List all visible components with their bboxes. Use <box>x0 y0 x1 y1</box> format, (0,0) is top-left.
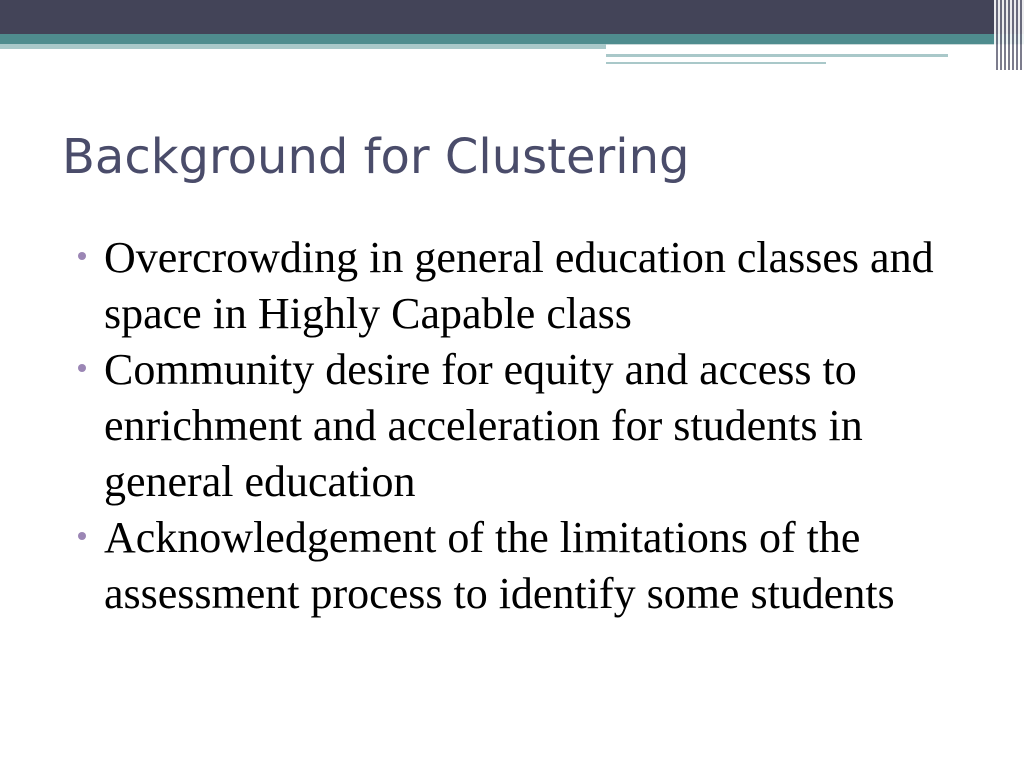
bullet-dot-icon <box>78 532 86 540</box>
bullet-text: Community desire for equity and access to enrichment and acceleration for students in general education <box>104 345 863 506</box>
slide-title: Background for Clustering <box>62 129 690 185</box>
header-tab-stripe-short <box>606 62 826 64</box>
bullet-item <box>76 342 976 510</box>
header-light-band <box>0 44 608 49</box>
header-teal-band <box>0 34 1024 44</box>
bullet-list <box>76 230 976 622</box>
bullet-dot-icon <box>78 252 86 260</box>
header-tab-stripe <box>606 54 948 57</box>
bullet-dot-icon <box>78 364 86 372</box>
bullet-item <box>76 230 976 342</box>
header-dark-bar <box>0 0 1024 34</box>
bullet-item <box>76 510 976 622</box>
bullet-text: Overcrowding in general education classes and space in Highly Capable class <box>104 233 934 338</box>
header-decorative-lines <box>994 0 1024 70</box>
bullet-text: Acknowledgement of the limitations of the assessment process to identify some students <box>104 513 895 618</box>
